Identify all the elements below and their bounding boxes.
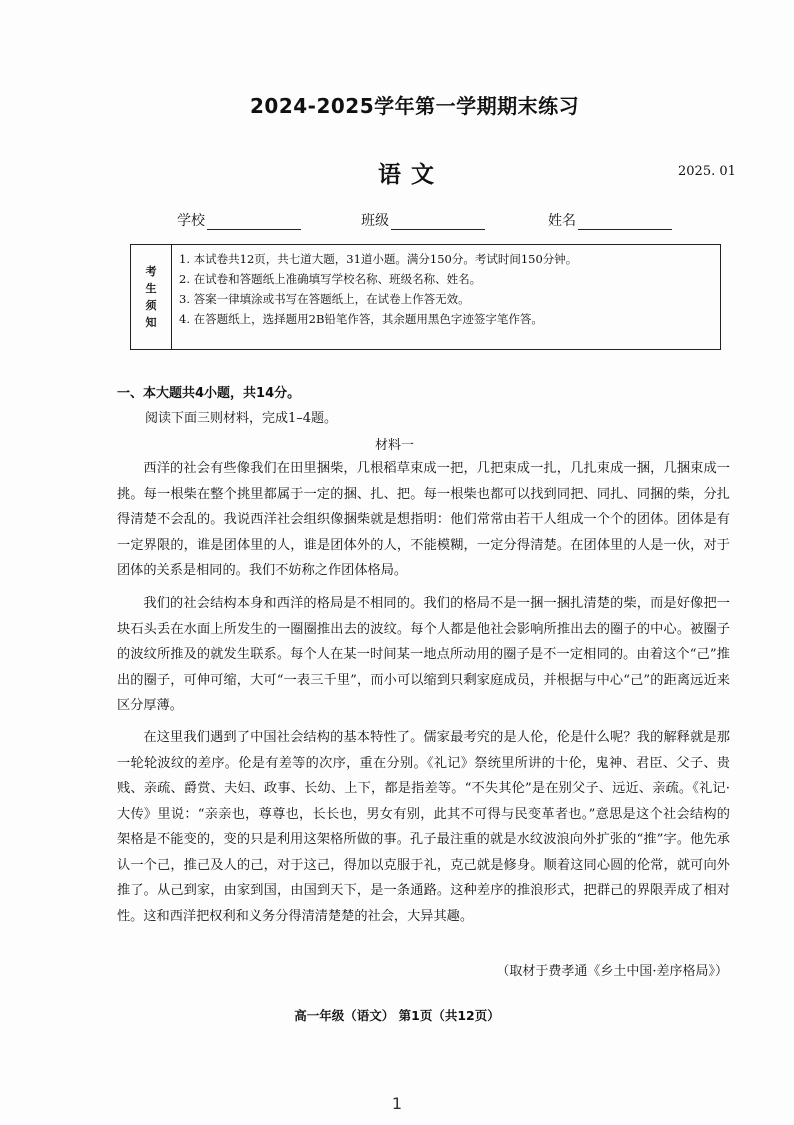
exam-date: 2025. 01 [678, 164, 736, 179]
notice-label-char: 知 [145, 316, 157, 329]
class-label: 班级 [361, 213, 389, 229]
material-source: （取材于费孝通《乡土中国·差序格局》） [496, 964, 728, 979]
notice-item: 4. 在答题纸上，选择题用2B铅笔作答，其余题用黑色字迹签字笔作答。 [179, 312, 543, 326]
name-field[interactable] [548, 210, 672, 230]
school-field[interactable] [177, 210, 301, 230]
notice-item: 1. 本试卷共12页，共七道大题，31道小题。满分150分。考试时间150分钟。 [179, 252, 578, 266]
notice-label-char: 须 [145, 299, 157, 312]
class-blank[interactable] [391, 213, 485, 230]
material-paragraph: 我们的社会结构本身和西洋的格局是不相同的。我们的格局不是一捆一捆扎清楚的柴，而是好像把一块石头丢在水面上所发生的一圈圈推出去的波纹。每个人都是他社会影响所推出去的圈子的中心。被圈子的波纹所推及的就发生联系。每个人在某一时间某一地点所动用的圈子是不一定相同的。由着这个“己”推出的圈子，可伸可缩，大可“一表三千里”，而小可以缩到只剩家庭成员，并根据与中心“己”的距离远近来区分厚薄。 [117, 596, 730, 713]
page-footer: 高一年级（语文） 第1页（共12页） [294, 1008, 500, 1023]
name-blank[interactable] [578, 213, 672, 230]
material-paragraph: 西洋的社会有些像我们在田里捆柴，几根稻草束成一把，几把束成一扎，几扎束成一捆，几捆束成一挑。每一根柴在整个挑里都属于一定的捆、扎、把。每一根柴也都可以找到同把、同扎、同捆的柴，分扎得清楚不会乱的。我说西洋社会组织像捆柴就是想指明：他们常常由若干人组成一个个的团体。团体是有一定界限的，谁是团体里的人，谁是团体外的人，不能模糊，一定分得清楚。在团体里的人是一伙，对于团体的关系是相同的。我们不妨称之作团体格局。 [117, 461, 730, 578]
material-title: 材料一 [375, 438, 415, 453]
notice-label-char: 生 [145, 282, 157, 295]
school-label: 学校 [177, 213, 205, 229]
class-field[interactable] [361, 210, 485, 230]
notice-item: 3. 答案一律填涂或书写在答题纸上，在试卷上作答无效。 [179, 292, 470, 306]
exam-title: 2024-2025学年第一学期期末练习 [250, 94, 580, 118]
name-label: 姓名 [548, 213, 576, 229]
notice-item: 2. 在试卷和答题纸上准确填写学校名称、班级名称、姓名。 [179, 272, 482, 286]
student-info-fields [0, 210, 794, 236]
material-paragraph: 在这里我们遇到了中国社会结构的基本特性了。儒家最考究的是人伦，伦是什么呢？我的解释就是那一轮轮波纹的差序。伦是有差等的次序，重在分别。《礼记》祭统里所讲的十伦，鬼神、君臣、父子、贵贱、亲疏、爵赏、夫妇、政事、长幼、上下，都是指差等。“不失其伦”是在别父子、远近、亲疏。《礼记·大传》里说：“亲亲也，尊尊也，长长也，男女有别，此其不可得与民变革者也。”意思是这个社会结构的架格是不能变的，变的只是利用这架格所做的事。孔子最注重的就是水纹波浪向外扩张的“推”字。他先承认一个己，推己及人的己，对于这己，得加以克服于礼，克己就是修身。顺着这同心圆的伦常，就可向外推了。从己到家，由家到国，由国到天下，是一条通路。这种差序的推浪形式，把群己的界限弄成了相对性。这和西洋把权利和义务分得清清楚楚的社会，大异其趣。 [117, 730, 730, 924]
section-heading: 一、本大题共4小题，共14分。 [117, 386, 301, 401]
section-instruction: 阅读下面三则材料，完成1–4题。 [145, 411, 338, 426]
subject-title: 语文 [378, 162, 444, 188]
notice-items [172, 245, 720, 349]
school-blank[interactable] [207, 213, 301, 230]
notice-label [131, 245, 172, 349]
notice-label-char: 考 [145, 265, 157, 278]
exam-notice-box [130, 244, 721, 350]
page-number: 1 [391, 1094, 403, 1113]
